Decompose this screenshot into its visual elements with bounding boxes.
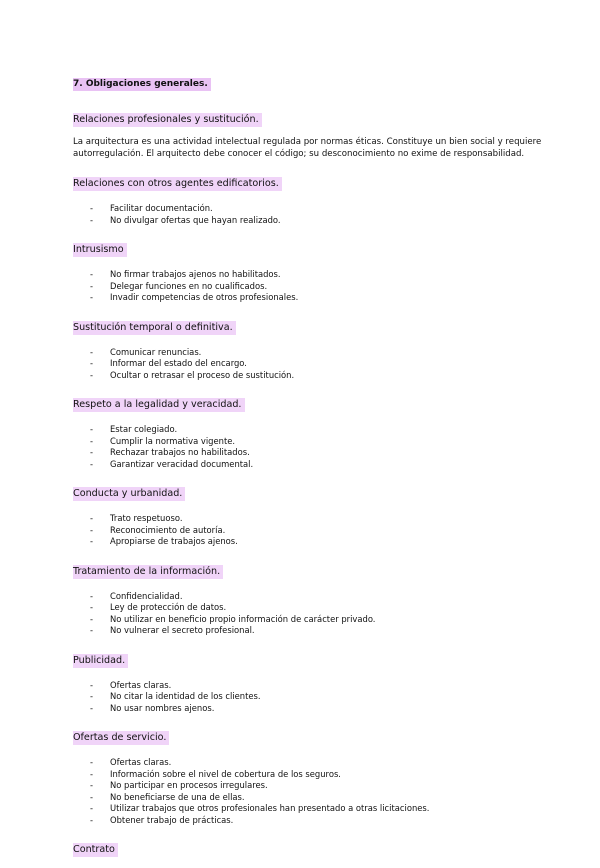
bullet-dash: -: [90, 358, 94, 368]
section-heading: Relaciones profesionales y sustitución.: [73, 113, 262, 127]
list-item: [73, 436, 543, 448]
list-item: [73, 215, 543, 227]
section-heading: Respeto a la legalidad y veracidad.: [73, 398, 245, 412]
list-item-text: Informar del estado del encargo.: [110, 358, 247, 368]
list-item-text: Comunicar renuncias.: [110, 346, 202, 357]
section: [73, 107, 543, 160]
bullet-dash: -: [90, 447, 94, 457]
bullet-dash: -: [90, 625, 94, 635]
bullet-dash: -: [90, 369, 94, 380]
section: [73, 392, 543, 470]
bullet-dash: -: [90, 803, 94, 813]
list-item: [73, 757, 543, 769]
bullet-dash: -: [90, 814, 94, 825]
section: [73, 559, 543, 637]
bullet-dash: -: [90, 524, 94, 535]
list-item: [73, 625, 543, 637]
bullet-dash: -: [90, 346, 94, 357]
list-item: [73, 614, 543, 626]
list-item-text: No utilizar en beneficio propio información de carácter privado.: [110, 613, 376, 624]
list-item: [73, 203, 543, 215]
list-item: [73, 815, 543, 827]
list-item: [73, 792, 543, 804]
list-item: [73, 292, 543, 304]
bullet-dash: -: [90, 435, 94, 446]
list-item-text: No participar en procesos irregulares.: [110, 780, 268, 790]
bullet-dash: -: [90, 691, 94, 701]
document-page: [73, 71, 543, 868]
list-item: [73, 358, 543, 370]
bullet-dash: -: [90, 780, 94, 790]
section-heading: Ofertas de servicio.: [73, 731, 169, 745]
list-item-text: Ley de protección de datos.: [110, 602, 227, 612]
list-item-text: No beneficiarse de una de ellas.: [110, 791, 245, 802]
bullet-dash: -: [90, 536, 94, 546]
list-item-text: Rechazar trabajos no habilitados.: [110, 447, 250, 457]
list-item: [73, 680, 543, 692]
bullet-dash: -: [90, 613, 94, 624]
section: [73, 837, 543, 857]
list-item-text: Obtener trabajo de prácticas.: [110, 814, 234, 825]
bullet-dash: -: [90, 214, 94, 225]
list-item-text: Invadir competencias de otros profesionales.: [110, 292, 299, 302]
bullet-dash: -: [90, 590, 94, 601]
list-item: [73, 769, 543, 781]
section: [73, 648, 543, 715]
list-item: [73, 536, 543, 548]
list-item: [73, 424, 543, 436]
sections-container: [73, 107, 543, 857]
bullet-dash: -: [90, 292, 94, 302]
list-item-text: No usar nombres ajenos.: [110, 702, 215, 713]
bullet-list: [73, 347, 543, 382]
list-item-text: No citar la identidad de los clientes.: [110, 691, 261, 701]
section: [73, 237, 543, 304]
section-heading: Intrusismo: [73, 243, 127, 257]
section: [73, 725, 543, 826]
list-item-text: Utilizar trabajos que otros profesionales han presentado a otras licitaciones.: [110, 803, 430, 813]
list-item-text: Cumplir la normativa vigente.: [110, 435, 236, 446]
bullet-dash: -: [90, 757, 94, 767]
list-item-text: Delegar funciones en no cualificados.: [110, 280, 268, 291]
bullet-list: [73, 269, 543, 304]
bullet-dash: -: [90, 679, 94, 690]
list-item-text: Estar colegiado.: [110, 424, 178, 434]
section-paragraph: La arquitectura es una actividad intelectual regulada por normas éticas. Constituye un bien social y requiere autorregulación. El arquitecto debe conocer el código; su desconocimiento no exime de responsabilidad.: [73, 137, 542, 159]
bullet-list: [73, 680, 543, 715]
list-item: [73, 513, 543, 525]
bullet-list: [73, 424, 543, 470]
list-item-text: Confidencialidad.: [110, 590, 183, 601]
bullet-dash: -: [90, 513, 94, 523]
list-item-text: Ofertas claras.: [110, 757, 172, 767]
list-item: [73, 780, 543, 792]
bullet-list: [73, 513, 543, 548]
bullet-dash: -: [90, 702, 94, 713]
bullet-dash: -: [90, 269, 94, 279]
list-item-text: Garantizar veracidad documental.: [110, 458, 254, 469]
list-item-text: No firmar trabajos ajenos no habilitados.: [110, 269, 281, 279]
list-item-text: Apropiarse de trabajos ajenos.: [110, 536, 238, 546]
section-heading: Tratamiento de la información.: [73, 565, 223, 579]
list-item: [73, 591, 543, 603]
section: [73, 171, 543, 226]
bullet-dash: -: [90, 203, 94, 213]
list-item: [73, 459, 543, 471]
list-item: [73, 691, 543, 703]
list-item: [73, 370, 543, 382]
list-item-text: No vulnerar el secreto profesional.: [110, 625, 255, 635]
document-title: 7. Obligaciones generales.: [73, 78, 211, 91]
section: [73, 481, 543, 548]
bullet-list: [73, 757, 543, 826]
bullet-dash: -: [90, 280, 94, 291]
bullet-dash: -: [90, 791, 94, 802]
section-heading: Conducta y urbanidad.: [73, 487, 185, 501]
section-heading: Contrato: [73, 843, 118, 857]
list-item: [73, 803, 543, 815]
list-item-text: Facilitar documentación.: [110, 203, 213, 213]
list-item: [73, 281, 543, 293]
list-item-text: Reconocimiento de autoría.: [110, 524, 226, 535]
list-item-text: Ocultar o retrasar el proceso de sustitución.: [110, 369, 295, 380]
section-heading: Sustitución temporal o definitiva.: [73, 321, 236, 335]
bullet-dash: -: [90, 424, 94, 434]
list-item: [73, 447, 543, 459]
list-item: [73, 525, 543, 537]
bullet-list: [73, 203, 543, 226]
bullet-dash: -: [90, 768, 94, 779]
bullet-dash: -: [90, 602, 94, 612]
list-item-text: No divulgar ofertas que hayan realizado.: [110, 214, 281, 225]
list-item: [73, 703, 543, 715]
list-item: [73, 347, 543, 359]
bullet-list: [73, 591, 543, 637]
section-heading: Publicidad.: [73, 654, 128, 668]
list-item-text: Ofertas claras.: [110, 679, 172, 690]
section-heading: Relaciones con otros agentes edificatorios.: [73, 177, 282, 191]
bullet-dash: -: [90, 458, 94, 469]
list-item: [73, 269, 543, 281]
section: [73, 315, 543, 382]
list-item-text: Trato respetuoso.: [110, 513, 183, 523]
list-item: [73, 602, 543, 614]
list-item-text: Información sobre el nivel de cobertura de los seguros.: [110, 768, 341, 779]
